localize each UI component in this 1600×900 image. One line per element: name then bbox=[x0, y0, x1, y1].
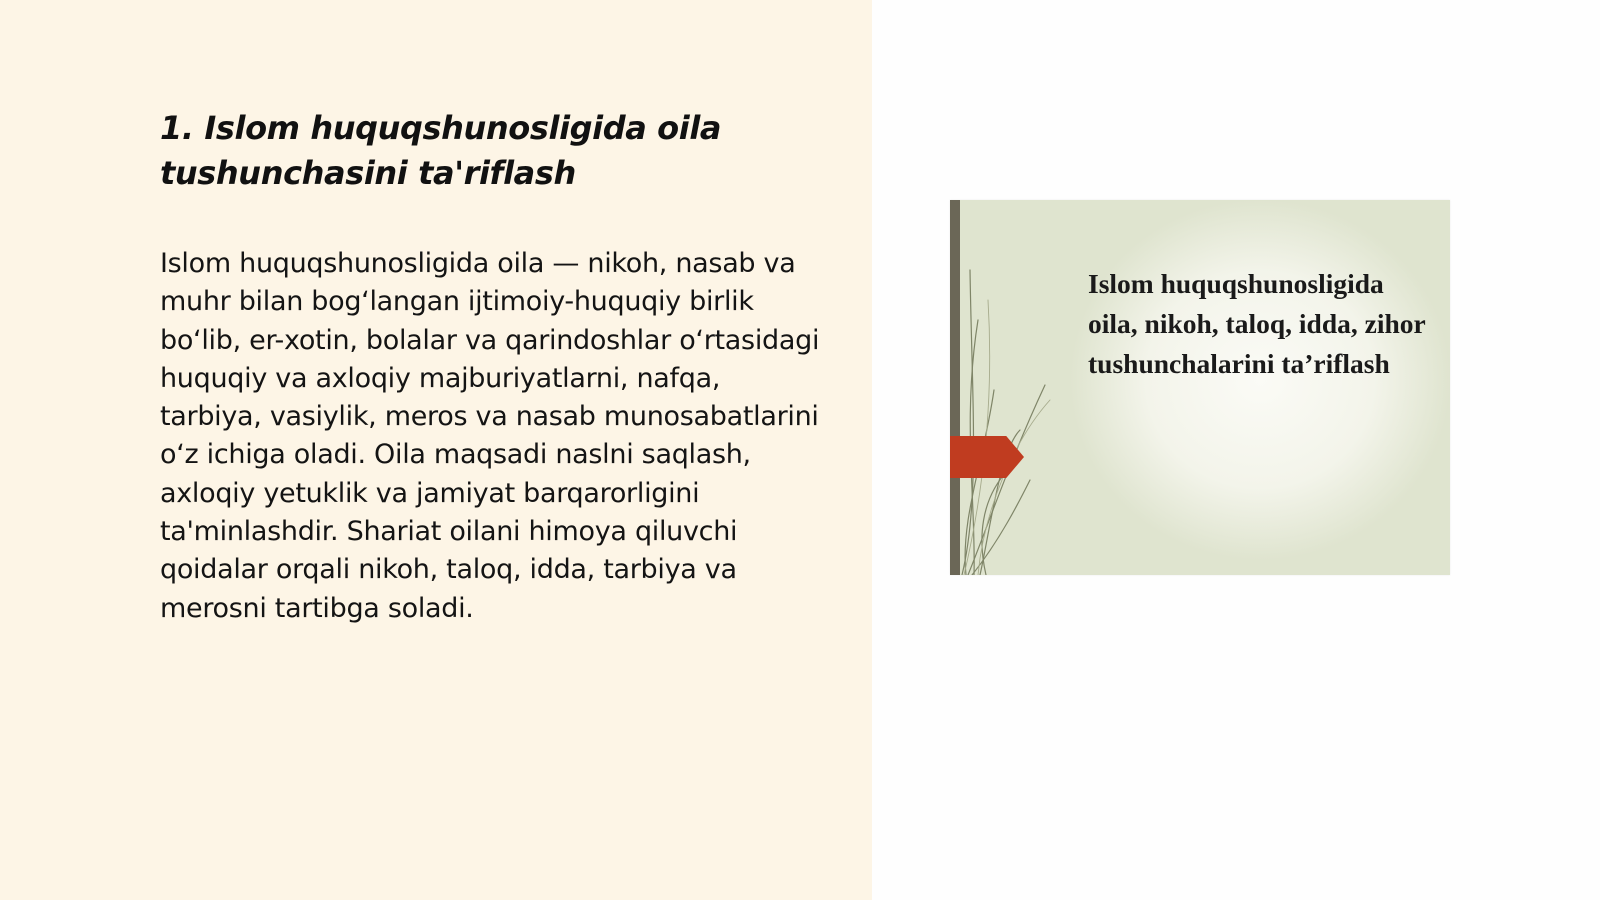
slide-title: 1. Islom huquqshunosligida oila tushunchasini ta'riflash bbox=[160, 109, 722, 192]
grass-decoration bbox=[950, 200, 1070, 575]
slide-image bbox=[950, 200, 1450, 575]
accent-bar bbox=[950, 200, 960, 575]
image-caption-text: Islom huquqshunosligida oila, nikoh, taloq, idda, zihor tushunchalarini ta’riflash bbox=[1088, 268, 1426, 379]
slide-body-text: Islom huquqshunosligida oila — nikoh, nasab va muhr bilan bogʻlangan ijtimoiy-huquqiy birlik boʻlib, er-xotin, bolalar va qarindoshlar oʻrtasidagi huquqiy va axloqiy majburiyatlarni, nafqa, tarbiya, vasiylik, meros va nasab munosabatlarini oʻz ichiga oladi. Oila maqsadi naslni saqlash, axloqiy yetuklik va jamiyat barqarorligini ta'minlashdir. Shariat oilani himoya qiluvchi qoidalar orqali nikoh, taloq, idda, tarbiya va merosni tartibga soladi. bbox=[160, 248, 820, 624]
